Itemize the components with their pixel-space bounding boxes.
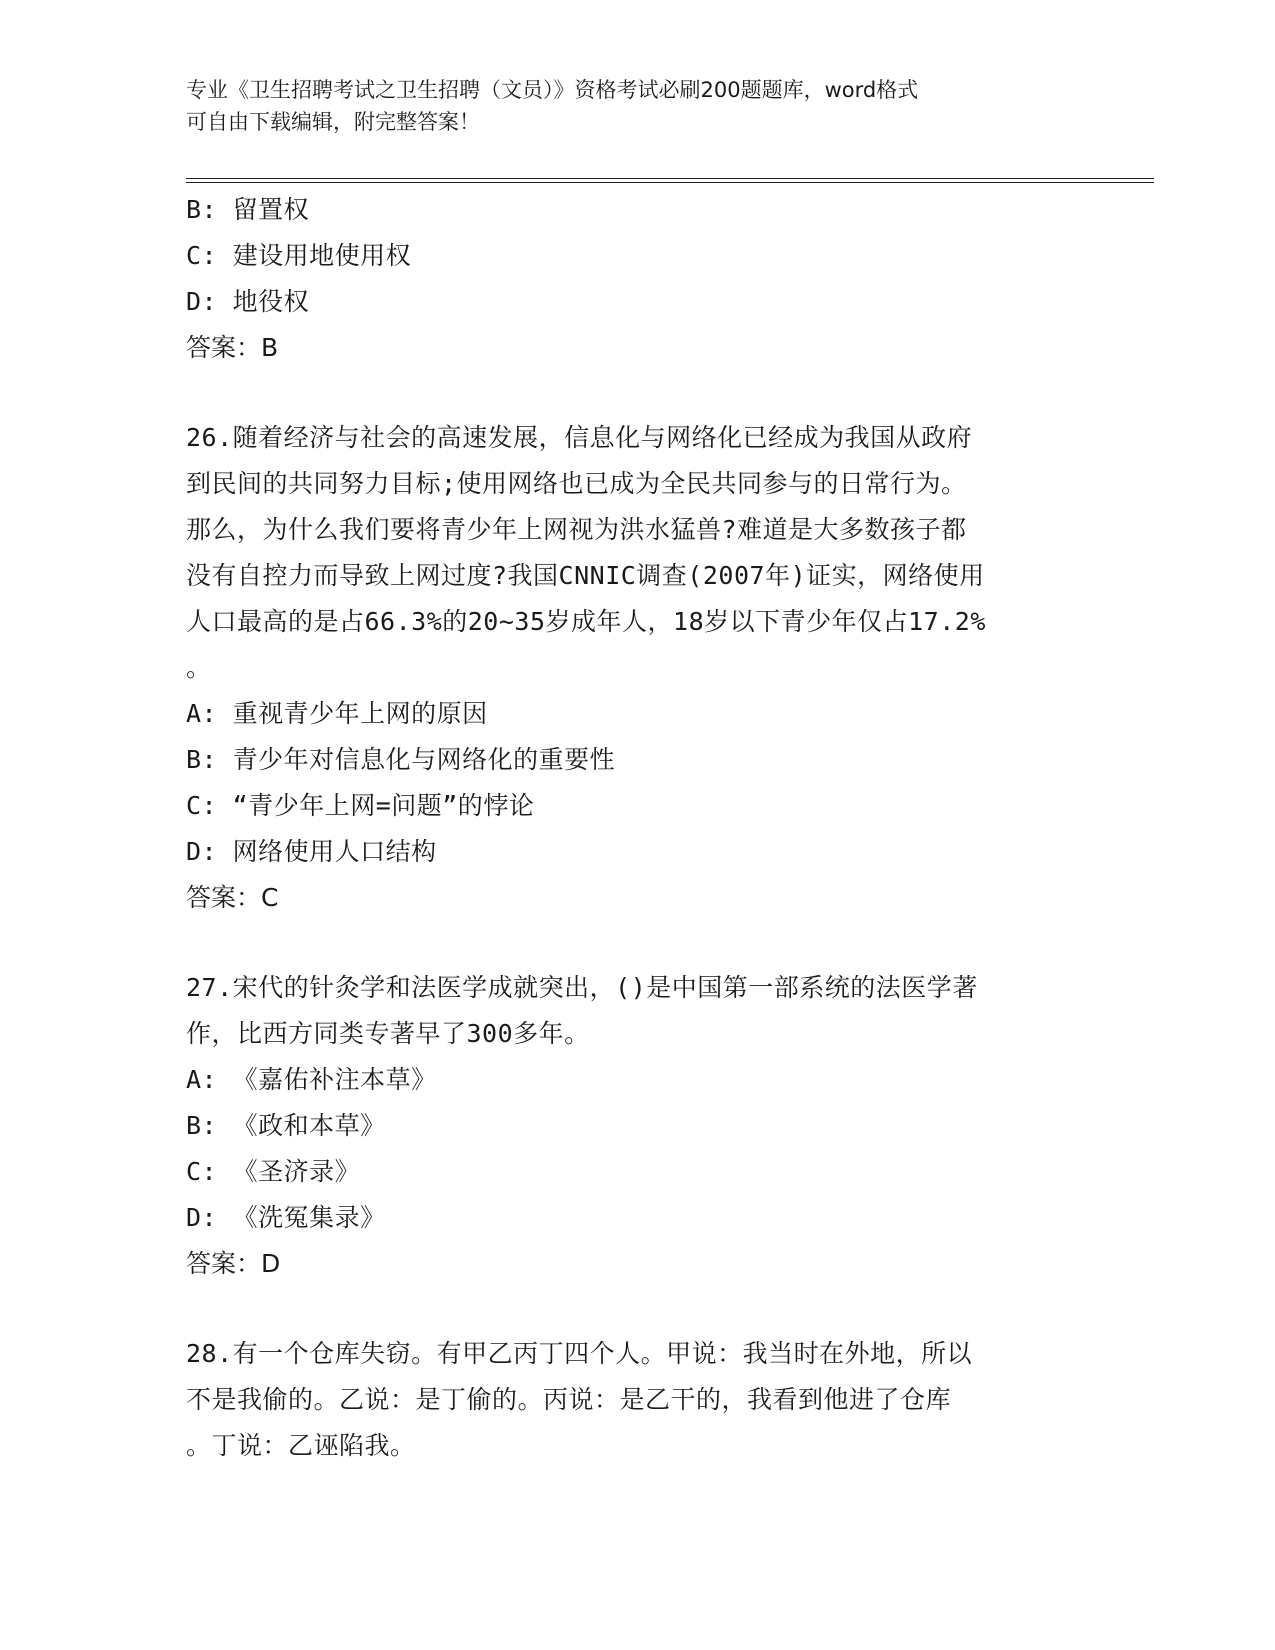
option-c: C: “青少年上网=问题”的悖论 [186, 791, 535, 820]
option-c: C: 建设用地使用权 [186, 241, 412, 270]
option-d: D: 地役权 [186, 287, 310, 316]
option-b: B: 青少年对信息化与网络化的重要性 [186, 745, 616, 774]
document-body [186, 187, 1086, 1469]
option-a: A: 《嘉佑补注本草》 [186, 1065, 437, 1094]
question-text-line: 不是我偷的。乙说：是丁偷的。丙说：是乙干的，我看到他进了仓库 [186, 1385, 952, 1414]
question-text-line: 27.宋代的针灸学和法医学成就突出，()是中国第一部系统的法医学著 [186, 973, 978, 1002]
option-c: C: 《圣济录》 [186, 1157, 361, 1186]
question-28 [186, 1331, 1086, 1469]
header-line-2: 可自由下载编辑，附完整答案！ [186, 110, 480, 134]
question-text-line: 28.有一个仓库失窃。有甲乙丙丁四个人。甲说：我当时在外地，所以 [186, 1339, 973, 1368]
option-d: D: 网络使用人口结构 [186, 837, 437, 866]
answer-line: 答案：D [186, 1249, 281, 1278]
header-line-1: 专业《卫生招聘考试之卫生招聘（文员）》资格考试必刷200题题库，word格式 [186, 78, 919, 102]
question-text-line: 26.随着经济与社会的高速发展，信息化与网络化已经成为我国从政府 [186, 423, 973, 452]
question-25 [186, 187, 1086, 371]
question-text-line: 没有自控力而导致上网过度?我国CNNIC调查(2007年)证实，网络使用 [186, 561, 985, 590]
question-26 [186, 415, 1086, 921]
option-b: B: 留置权 [186, 195, 310, 224]
question-27 [186, 965, 1086, 1287]
option-a: A: 重视青少年上网的原因 [186, 699, 488, 728]
header-divider [186, 178, 1154, 183]
answer-line: 答案：B [186, 333, 279, 362]
question-text-line: 作，比西方同类专著早了300多年。 [186, 1019, 590, 1048]
question-text-line: 。 [186, 653, 212, 682]
option-d: D: 《洗冤集录》 [186, 1203, 386, 1232]
question-text-line: 人口最高的是占66.3%的20~35岁成年人，18岁以下青少年仅占17.2% [186, 607, 986, 636]
option-b: B: 《政和本草》 [186, 1111, 386, 1140]
question-text-line: 。丁说：乙诬陷我。 [186, 1431, 416, 1460]
question-text-line: 那么，为什么我们要将青少年上网视为洪水猛兽?难道是大多数孩子都 [186, 515, 967, 544]
question-text-line: 到民间的共同努力目标;使用网络也已成为全民共同参与的日常行为。 [186, 469, 967, 498]
answer-line: 答案：C [186, 883, 279, 912]
document-header [186, 74, 1066, 138]
